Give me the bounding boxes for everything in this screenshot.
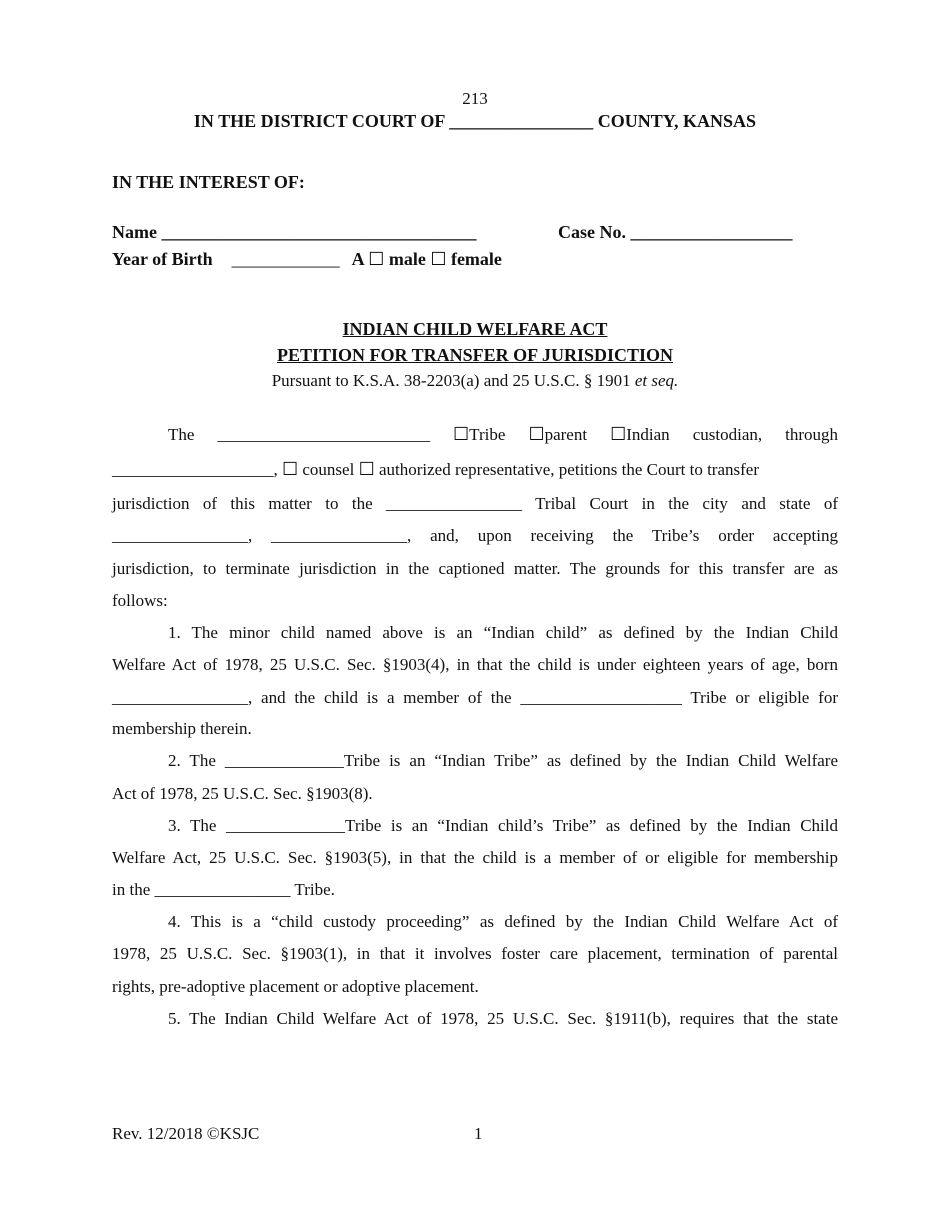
item-4-line-1: 4. This is a “child custody proceeding” as defined by the Indian Child Welfare Act of <box>168 912 838 931</box>
item-2-line-2: Act of 1978, 25 U.S.C. Sec. §1903(8). <box>112 784 373 803</box>
p1-line-4: ________________, ________________, and, upon receiving the Tribe’s order accepting <box>112 526 838 545</box>
title-line-1 <box>0 319 950 340</box>
case-row <box>558 222 793 243</box>
p1-line-5: jurisdiction, to terminate jurisdiction in the captioned matter. The grounds for this transfer are as <box>112 559 838 578</box>
case-number-field[interactable]: __________________ <box>630 222 793 242</box>
pursuant-line <box>0 371 950 391</box>
parent-label: parent <box>544 425 588 444</box>
p1-line-6: follows: <box>112 591 168 610</box>
footer-page-number: 1 <box>474 1124 483 1143</box>
counsel-checkbox[interactable]: ☐ <box>282 459 299 479</box>
yob-label: Year of Birth <box>112 249 213 269</box>
page-number-top: 213 <box>462 89 488 108</box>
petitioner-name-field[interactable]: _________________________ <box>217 425 430 444</box>
male-checkbox[interactable]: ☐ <box>368 249 385 269</box>
male-label: male <box>388 249 426 269</box>
tribe-label: Tribe <box>469 425 506 444</box>
item-1-line-3: ________________, and the child is a member of the ___________________ Tribe or eligible for <box>112 688 838 707</box>
item-3-line-2: Welfare Act, 25 U.S.C. Sec. §1903(5), in that the child is a member of or eligible for membership <box>112 848 838 867</box>
interest-of-heading: IN THE INTEREST OF: <box>112 172 305 192</box>
p1-the: The <box>168 425 195 444</box>
female-checkbox[interactable]: ☐ <box>430 249 447 269</box>
p1-line-1 <box>168 424 838 445</box>
name-label: Name <box>112 222 157 242</box>
item-4-line-2: 1978, 25 U.S.C. Sec. §1903(1), in that it involves foster care placement, termination of parental <box>112 944 838 963</box>
court-heading: IN THE DISTRICT COURT OF ________________ COUNTY, KANSAS <box>193 111 757 131</box>
item-1-line-4: membership therein. <box>112 719 252 738</box>
parent-checkbox[interactable]: ☐ <box>528 424 545 444</box>
footer-revision: Rev. 12/2018 ©KSJC <box>112 1124 260 1143</box>
item-3-line-3: in the ________________ Tribe. <box>112 880 335 899</box>
a-label: A <box>351 249 364 269</box>
item-3-line-1: 3. The ______________Tribe is an “Indian child’s Tribe” as defined by the Indian Child <box>168 816 838 835</box>
pursuant-et-seq: et seq. <box>634 371 679 390</box>
case-label: Case No. <box>558 222 626 242</box>
pursuant-text: Pursuant to K.S.A. 38-2203(a) and 25 U.S.C. § 1901 <box>271 371 631 390</box>
item-1-line-2: Welfare Act of 1978, 25 U.S.C. Sec. §1903(4), in that the child is under eighteen years of age, born <box>112 655 838 674</box>
item-4-line-3: rights, pre-adoptive placement or adoptive placement. <box>112 977 479 996</box>
through-field[interactable]: ___________________, <box>112 460 278 479</box>
name-field[interactable]: ___________________________________ <box>161 222 477 242</box>
custodian-label: Indian custodian, through <box>626 425 839 444</box>
title-line-2 <box>0 345 950 366</box>
yob-field[interactable]: ____________ <box>231 249 340 269</box>
p1-line-3: jurisdiction of this matter to the ________________ Tribal Court in the city and state of <box>112 494 838 513</box>
item-2-line-1: 2. The ______________Tribe is an “Indian Tribe” as defined by the Indian Child Welfare <box>168 751 838 770</box>
title-petition: PETITION FOR TRANSFER OF JURISDICTION <box>276 345 674 365</box>
p1-line-2 <box>112 459 838 480</box>
tribe-checkbox[interactable]: ☐ <box>453 424 470 444</box>
title-act: INDIAN CHILD WELFARE ACT <box>342 319 608 339</box>
representative-text: authorized representative, petitions the Court to transfer <box>378 460 759 479</box>
item-5-line-1: 5. The Indian Child Welfare Act of 1978, 25 U.S.C. Sec. §1911(b), requires that the state <box>168 1009 838 1028</box>
custodian-checkbox[interactable]: ☐ <box>610 424 627 444</box>
female-label: female <box>450 249 502 269</box>
representative-checkbox[interactable]: ☐ <box>358 459 375 479</box>
counsel-label: counsel <box>302 460 355 479</box>
item-1-line-1: 1. The minor child named above is an “Indian child” as defined by the Indian Child <box>168 623 838 642</box>
year-of-birth-row <box>112 249 502 270</box>
name-row <box>112 222 476 243</box>
